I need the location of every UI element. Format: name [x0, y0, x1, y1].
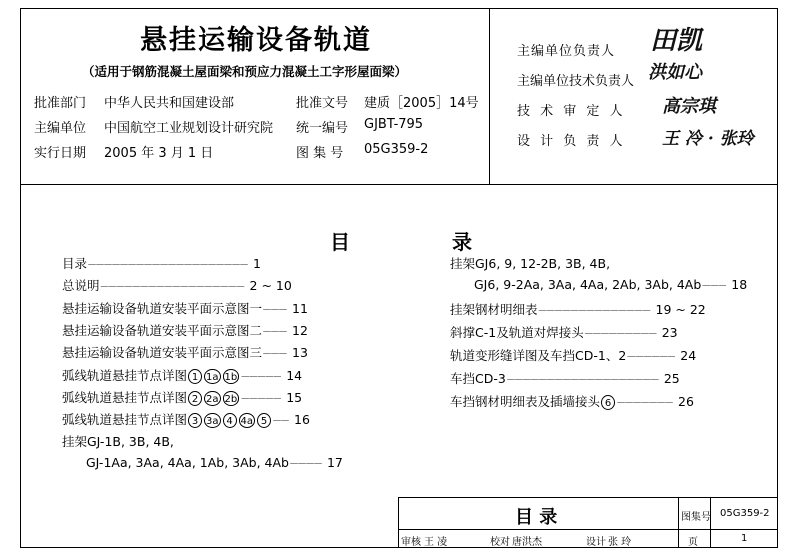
toc-page-number: 11: [292, 300, 308, 316]
toc-entry: [62, 299, 308, 317]
toc-entry-title: 弧线轨道悬挂节点详图: [62, 389, 188, 405]
toc-entry: [62, 321, 308, 339]
toc-leader: －－－: [262, 349, 287, 361]
detail-number-circle: 1b: [223, 369, 240, 384]
atlas-no-label: 图 集 号: [296, 146, 344, 161]
toc-entry-title: 弧线轨道悬挂节点详图: [62, 412, 188, 428]
toc-entry: [62, 254, 261, 272]
reviewer-name: 王 凌: [424, 537, 448, 548]
toc-entry: [450, 300, 706, 318]
toc-page-number: 19 ~ 22: [655, 302, 706, 317]
toc-entry: [86, 455, 343, 470]
toc-entry: [450, 346, 696, 364]
toc-entry: [450, 254, 610, 272]
signature-4: 王 冷 · 张玲: [662, 129, 754, 149]
toc-entry-title: 悬挂运输设备轨道安装平面示意图三: [62, 345, 263, 361]
toc-leader: －－－－－－－－－－－－－－: [537, 306, 650, 317]
toc-page-number: 26: [678, 394, 694, 409]
detail-number-circle: 2: [188, 391, 202, 406]
title-block-atlas-label: 图集号: [681, 512, 711, 523]
toc-page-number: 23: [661, 325, 678, 340]
toc-entry-title: 挂架钢材明细表: [450, 302, 538, 317]
toc-leader: －－－－－－－－－－－－－－－－－－－－: [87, 260, 248, 271]
toc-page-number: 12: [292, 322, 308, 338]
toc-entry-title: 车挡钢材明细表及插墙接头: [450, 394, 601, 409]
toc-leader: －－－－－: [240, 393, 281, 405]
toc-heading-left: 目: [330, 230, 350, 254]
toc-page-number: 18: [731, 277, 748, 292]
toc-leader: －－－－－: [240, 371, 281, 383]
approval-dept-label: 批准部门: [34, 96, 87, 111]
title-block-mid: [398, 529, 778, 530]
toc-page-number: 13: [292, 345, 308, 361]
detail-number-circle: 1a: [204, 369, 221, 384]
toc-leader: －－－－－－－－－: [583, 329, 656, 340]
toc-entry: [450, 369, 680, 387]
toc-page-number: 2 ~ 10: [249, 278, 292, 294]
resp-tech-reviewer: 技 术 审 定 人: [517, 104, 626, 119]
toc-leader: －－－: [262, 304, 287, 316]
toc-entry-title: 轨道变形缝详图及车挡CD-1、2: [450, 348, 627, 363]
approval-doc: 建质［2005］14号: [364, 96, 479, 111]
detail-number-circle: 6: [601, 395, 615, 410]
toc-entry: [450, 323, 678, 341]
toc-leader: －－－－－－－: [616, 398, 673, 409]
toc-entry-title: 目录: [62, 256, 88, 271]
detail-number-circle: 3a: [204, 413, 221, 428]
toc-entry: [62, 432, 174, 450]
toc-page-number: 1: [253, 256, 261, 271]
toc-entry-title: GJ6, 9-2Aa, 3Aa, 4Aa, 2Ab, 3Ab, 4Ab: [474, 277, 702, 292]
toc-page-number: 14: [286, 367, 303, 383]
signature-3: 高宗琪: [662, 96, 716, 117]
toc-entry-title: GJ-1Aa, 3Aa, 4Aa, 1Ab, 3Ab, 4Ab: [86, 454, 289, 470]
toc-entry: [62, 366, 302, 384]
toc-page-number: 25: [663, 371, 680, 386]
toc-page-number: 15: [286, 389, 303, 405]
header-vertical-divider: [489, 8, 490, 184]
toc-entry-title: 悬挂运输设备轨道安装平面示意图一: [62, 300, 263, 316]
toc-entry: [62, 343, 308, 361]
atlas-no: 05G359-2: [364, 142, 429, 157]
design-label: 设计: [586, 537, 606, 548]
title-block-top: [398, 497, 778, 498]
signature-2: 洪如心: [648, 62, 702, 83]
unified-no: GJBT-795: [364, 117, 424, 132]
title-block-atlas-no: 05G359-2: [720, 508, 770, 519]
effective-date: 2005 年 3 月 1 日: [104, 146, 214, 161]
toc-leader: －－－: [701, 281, 726, 292]
effective-date-label: 实行日期: [34, 146, 87, 161]
toc-entry: [62, 410, 310, 428]
resp-tech-head: 主编单位技术负责人: [517, 74, 635, 89]
checker-name: 唐洪杰: [512, 537, 542, 548]
editor-unit-label: 主编单位: [34, 121, 87, 136]
toc-entry: [62, 388, 302, 406]
detail-number-circle: 4: [223, 413, 237, 428]
toc-entry-title: 挂架GJ-1B, 3B, 4B,: [62, 434, 174, 450]
toc-leader: －－－: [262, 326, 287, 338]
approval-dept: 中华人民共和国建设部: [104, 96, 235, 111]
toc-entry-title: 车挡CD-3: [450, 371, 506, 386]
toc-entry-title: 斜撑C-1及轨道对焊接头: [450, 325, 584, 340]
toc-page-number: 24: [680, 348, 697, 363]
toc-leader: －－: [272, 416, 289, 428]
page-title: 悬挂运输设备轨道: [140, 25, 372, 56]
detail-number-circle: 3: [188, 413, 202, 428]
title-block-page-label: 页: [688, 537, 698, 548]
approval-doc-label: 批准文号: [296, 96, 349, 111]
title-block-divider: [678, 497, 679, 548]
toc-leader: －－－－: [288, 458, 321, 470]
toc-entry-title: 总说明: [62, 278, 100, 294]
detail-number-circle: 2a: [204, 391, 221, 406]
toc-entry: [450, 392, 694, 410]
resp-editor-unit-head: 主编单位负责人: [517, 44, 616, 59]
designer-name: 张 玲: [608, 537, 632, 548]
toc-leader: －－－－－－: [626, 352, 675, 363]
detail-number-circle: 2b: [223, 391, 240, 406]
unified-no-label: 统一编号: [296, 121, 349, 136]
detail-number-circle: 5: [257, 413, 271, 428]
toc-page-number: 16: [294, 412, 310, 428]
toc-leader: －－－－－－－－－－－－－－－－－－－: [505, 375, 658, 386]
title-block-left: [398, 497, 399, 548]
signature-1: 田凯: [650, 26, 703, 56]
toc-entry-title: 弧线轨道悬挂节点详图: [62, 367, 188, 383]
toc-entry-title: 挂架GJ6, 9, 12-2B, 3B, 4B,: [450, 256, 611, 271]
resp-design-head: 设 计 负 责 人: [517, 134, 626, 149]
title-block-page-no: 1: [741, 533, 748, 544]
toc-page-number: 17: [326, 454, 343, 470]
toc-entry: [62, 276, 292, 294]
toc-entry: [474, 277, 747, 292]
review-label: 审核: [401, 537, 421, 548]
detail-number-circle: 1: [188, 369, 202, 384]
header-divider: [20, 184, 778, 185]
toc-heading-right: 录: [452, 230, 472, 254]
toc-entry-title: 悬挂运输设备轨道安装平面示意图二: [62, 322, 263, 338]
toc-leader: －－－－－－－－－－－－－－－－－－: [99, 282, 244, 294]
detail-number-circle: 4a: [239, 413, 256, 428]
check-label: 校对: [490, 537, 510, 548]
page-subtitle: （适用于钢筋混凝土屋面梁和预应力混凝土工字形屋面梁）: [82, 64, 408, 79]
title-block-name: 目 录: [515, 507, 558, 528]
editor-unit: 中国航空工业规划设计研究院: [104, 121, 274, 136]
